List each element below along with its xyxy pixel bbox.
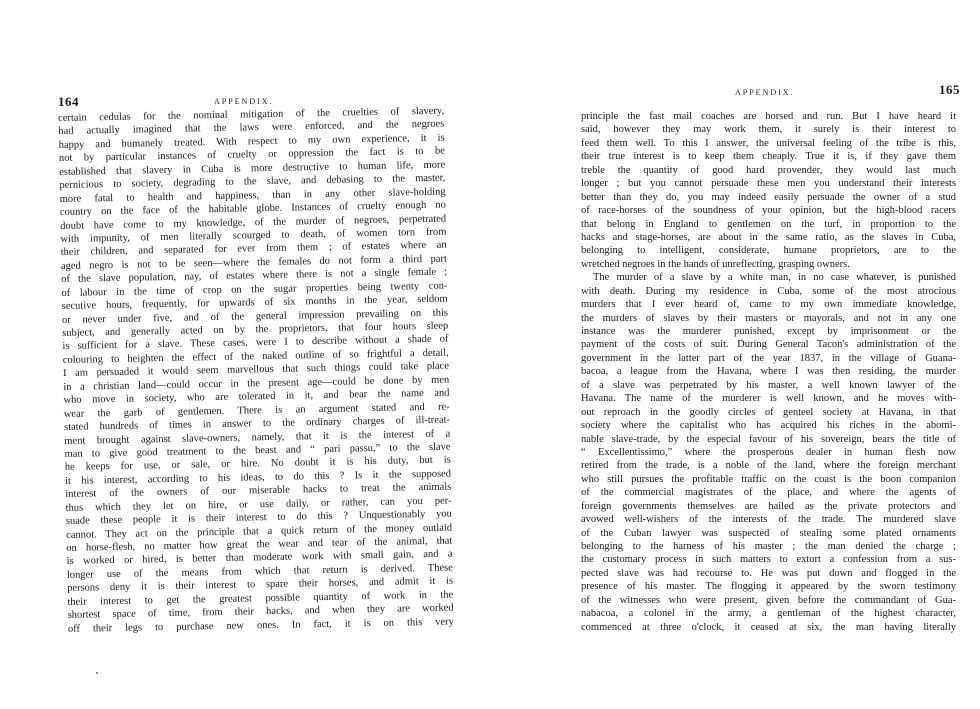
text-line: their children, and separated for ever from them ; of estates where an xyxy=(60,239,447,259)
text-line: suade these people it is their interest to do this ? Unquestionably you xyxy=(65,508,452,528)
text-line: Havana. The name of the murderer is well known, and he moves with- xyxy=(581,393,956,405)
text-line: bacoa, a league from the Havana, where I was then residing, the murder xyxy=(581,366,956,378)
text-line: of the Cuban lawyer was suspected of stealing some plated ornaments xyxy=(581,527,956,539)
text-line: secutive hours, frequently, for upwards of six months in the year, seldom xyxy=(61,293,448,313)
text-line: their interest to get the greatest possible quantity of work in the xyxy=(67,589,454,608)
text-line: of labour in the time of crop on the sugar properties being twenty con- xyxy=(61,280,448,299)
text-line: pernicious to society, degrading to the slave, and debasing to the master, xyxy=(59,172,446,192)
text-line: murders that I ever heard of, came to my own immediate knowledge, xyxy=(581,299,956,311)
text-line: avowed well-wishers of the interests of the trade. The murdered slave xyxy=(581,514,956,526)
text-line: had actually imagined that the laws were enforced, and the negroes xyxy=(58,119,445,138)
text-line: subject, and generally acted on by the proprietors, that four hours sleep xyxy=(62,320,449,339)
text-line: feed them well. To this I answer, the universal feeling of the tribe is this, xyxy=(581,137,956,149)
text-line: stated hundreds of times in answer to the ordinary charges of ill-treat- xyxy=(63,414,451,434)
left-page-number: 164 xyxy=(58,94,79,109)
text-line: or never under five, and of the general impression prevailing on this xyxy=(61,307,449,326)
text-line: nabacoa, a colonel in the army, a gentleman of the highest character, xyxy=(581,608,956,620)
text-line: treble the quantity of good hard provender, they would last much xyxy=(581,164,956,176)
text-line: longer use of the means from which that return is derived. These xyxy=(66,562,453,581)
text-line: who still pursues the profitable traffic on the coast is the boon companion xyxy=(581,473,956,485)
text-line: country on the face of the habitable globe. Instances of cruelty enough no xyxy=(59,199,446,219)
text-line: thus which they let on hire, or use daily, or rather, can you per- xyxy=(65,495,452,514)
text-line: aged negro is not to be seen—where the females do not form a third part xyxy=(60,253,447,272)
text-line: belonging to intelligent, considerate, humane proprietors, are to the xyxy=(581,245,956,257)
text-line: payment of the costs of suit. During General Tacon's administration of the xyxy=(581,339,956,351)
text-line: instance was the murderer punished, except by imprisonment or the xyxy=(581,326,956,337)
text-line: of the witnesses who were present, given before the commandant of Gua- xyxy=(581,594,956,606)
text-line: on horse-flesh, no matter how great the wear and tear of the animal, that xyxy=(66,535,453,554)
text-line: in a christian land—could occur in the present age—could be done by men xyxy=(63,374,450,393)
text-line: happy and humanely treated. With respect to my own experience, it is xyxy=(58,132,445,151)
text-line: cannot. They act on the principle that a quick return of the money outlaid xyxy=(66,522,453,541)
text-line: The murder of a slave by a white man, in no case whatever, is punished xyxy=(593,272,956,284)
text-line: out reproach in the goodly circles of genteel society at Havana, in that xyxy=(581,406,956,418)
text-line: shortest space of time, from their hacks, and when they are worked xyxy=(67,602,454,622)
text-line: better than they do, you may indeed easily persuade the owner of a stud xyxy=(581,191,956,203)
text-line: belonging to the harness of his master ; the man denied the charge ; xyxy=(581,541,956,552)
text-line: that belong in England to gentlemen on the turf, in proportion to the xyxy=(581,218,956,230)
text-line: he keeps for use, or sale, or hire. No doubt it is his duty, but is xyxy=(64,454,451,474)
text-line: with impunity, of men literally scourged to death, of women torn from xyxy=(60,226,447,245)
text-line: interest of the owners of our miserable hacks to treat the animals xyxy=(65,481,452,501)
text-line: of the slave population, nay, of estates where there is not a single female ; xyxy=(61,266,448,286)
text-line: of race-horses of the soundness of your opinion, but the high-blood racers xyxy=(581,205,956,217)
text-line: it his interest, according to his ideas, to do this ? Is it the supposed xyxy=(64,468,452,487)
text-line: of a slave was perpetrated by his master, a well known lawyer of the xyxy=(581,379,956,391)
text-line: society where the capitalist who has acquired his riches in the abomi- xyxy=(581,420,956,432)
text-line: wretched negroes in the hands of unreflecting, grasping owners. xyxy=(581,258,850,270)
text-line: with death. During my residence in Cuba, some of the most atrocious xyxy=(581,285,956,297)
text-line: persons deny it is their interest to spare their horses, and admit it is xyxy=(67,575,454,595)
text-line: commenced at three o'clock, it ceased at six, the man having literally xyxy=(581,621,956,633)
text-line: of the commercial magistrates of the place, and where the agents of xyxy=(581,487,956,499)
text-line: more fatal to health and happiness, than in any other slave-holding xyxy=(59,186,446,205)
text-line: certain cedulas for the nominal mitigation of the cruelties of slavery, xyxy=(58,105,445,124)
text-line: ment brought against slave-owners, namely, that it is the interest of a xyxy=(64,428,451,447)
text-line: the murders of slaves by their masters or mayorals, and not in any one xyxy=(581,312,956,324)
text-line: man to give good treatment to the beast and “ pari passu,” to the slave xyxy=(64,441,451,460)
text-line: presence of his master. The flogging it appeared by the sworn testimony xyxy=(581,581,956,593)
right-page-body xyxy=(581,110,956,634)
left-running-head: APPENDIX. xyxy=(214,97,274,106)
text-line: doubt have come to my knowledge, of the murder of negroes, perpetrated xyxy=(60,213,447,232)
text-line: “ Excellentissimo,” where the prosperous dealer in human flesh now xyxy=(581,446,956,458)
text-line: who move in society, who are tolerated in it, and bear the name and xyxy=(63,387,450,407)
text-line: wear the garb of gentlemen. There is an argument stated and re- xyxy=(63,401,450,420)
text-line: colouring to heighten the effect of the naked outline of so frightful a detail, xyxy=(62,347,449,366)
right-page xyxy=(490,0,980,709)
text-line: retired from the trade, is a noble of the land, where the foreign merchant xyxy=(581,460,956,472)
text-line: is worked or hired, is better than moderate work with small gain, and a xyxy=(66,548,453,568)
text-line: hacks and stage-horses, are about in the same ratio, as the slaves in Cuba, xyxy=(581,231,956,243)
text-line: not by particular instances of cruelty or oppression the fact is to be xyxy=(58,145,445,165)
text-line: off their legs to purchase new ones. In fact, it is on this very xyxy=(67,616,454,635)
text-line: longer ; but you cannot persuade these men you understand their interests xyxy=(581,178,956,190)
text-line: principle the fast mail coaches are horsed and run. But I have heard it xyxy=(581,111,956,122)
text-line: the customary process in such matters to extort a confession from a sus- xyxy=(581,554,956,566)
text-line: said, however they may work them, it surely is their interest to xyxy=(581,124,956,136)
right-page-number: 165 xyxy=(939,82,960,97)
text-line: established that slavery in Cuba is more destructive to human life, more xyxy=(59,159,446,178)
text-line: is sufficient for a slave. These cases, were I to describe without a shade of xyxy=(62,333,449,353)
right-running-head: APPENDIX. xyxy=(735,88,795,97)
print-speck xyxy=(96,672,98,674)
text-line: foreign governments themselves are hailed as the private protectors and xyxy=(581,500,956,512)
text-line: nable slave-trade, by the especial favour of his sovereign, bears the title of xyxy=(581,433,956,445)
text-line: their true interest is to keep them cheaply. True it is, if they gave them xyxy=(581,151,956,163)
left-page-body xyxy=(58,105,454,636)
text-line: government in the latter part of the year 1837, in the village of Guana- xyxy=(581,352,956,364)
text-line: I am persuaded it would seem marvellous that such things could take place xyxy=(62,360,450,380)
text-line: pected slave was had recourse to. He was put down and flogged in the xyxy=(581,567,956,579)
